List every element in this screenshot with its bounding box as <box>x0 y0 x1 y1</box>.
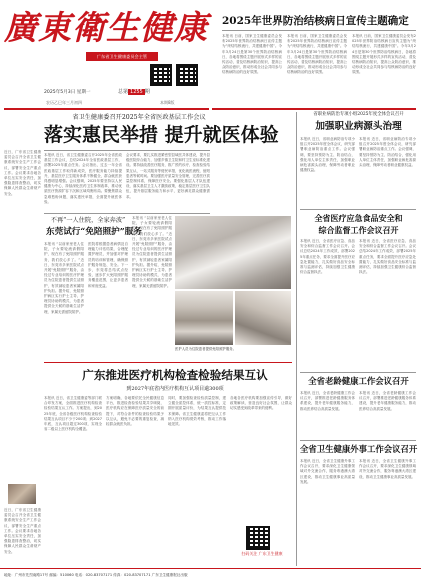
right-story4-col1: 本报讯 近日，全省卫生健康外事工作会议召开，要求深化卫生健康领域对外交流合作，服务粤港澳大湾区建设，推动卫生健康事业高质量发展。 <box>300 459 355 484</box>
right-headline-3: 全省老龄健康工作会议召开 <box>308 376 409 386</box>
right-kicker-1: 省职业病防治专项小组2025年度全体会议召开 <box>313 112 404 117</box>
masthead-rule <box>4 108 209 110</box>
divider <box>44 213 210 214</box>
issue-suffix: 期 <box>144 89 150 95</box>
right-story1-col2: 本报讯 近日，省职业病防治专项小组召开2025年度全体会议，研究部署职业病防治重点工作。会议强调，要坚持预防为主、防治结合，强化用人单位主体责任，加强职业病危害源头治理，保障劳动者职业健康权益。 <box>359 137 416 168</box>
lunar-date: 农历乙巳年三月初四 <box>46 100 82 105</box>
feature-photo-right <box>235 291 291 345</box>
right-story4-col2: 本报讯 近日，全省卫生健康外事工作会议召开，要求深化卫生健康领域对外交流合作，服务粤港澳大湾区建设，推动卫生健康事业高质量发展。 <box>359 459 416 479</box>
section-rule <box>44 362 292 363</box>
feature-kicker: 不再“一人住院，全家奔波” <box>50 217 126 224</box>
issue-number-value: 1255 <box>130 89 143 95</box>
brief-column-text-2: 近日，广东省卫生健康委员会召开全省卫生健康系统安全生产工作会议，部署安全生产重点工作。会议要求各地各单位压实安全责任，加强隐患排查整治，切实保障人民群众生命财产安全。 <box>4 508 41 554</box>
right-story1-col1: 本报讯 近日，省职业病防治专项小组召开2025年度全体会议，研究部署职业病防治重点工作。会议强调，要坚持预防为主、防治结合，强化用人单位主体责任，加强职业病危害源头治理，保障劳动者职业健康权益。 <box>300 137 355 173</box>
right-headline-2a: 全省医疗应急食品安全和 <box>314 213 403 223</box>
inter-col1: 本报讯 近日，省卫生健康委等部门联合印发方案，全面推进医疗机构检查检验结果互认工作。方案提出，到2025年底，全省各级医疗机构检查检验结果互认项目不少于200项；到2027年底，互认项目超过300项，实现全省二级以上医疗机构全覆盖。 <box>44 396 102 432</box>
feature-headline: 东莞试行“免陪照护”服务 <box>46 227 142 237</box>
right-story3-col2: 本报讯 近日，全省老龄健康工作会议召开，部署推进老龄健康服务体系建设，提升老年健康服务能力，推动医养结合高质量发展。 <box>359 391 416 411</box>
inter-subheadline: 到2027年底省内医疗机构互认项目逾300项 <box>126 386 224 392</box>
right-headline-2b: 综合监督工作会议召开 <box>318 225 399 235</box>
right-story2-col2: 本报讯 近日，全省医疗应急、食品安全和综合监督工作会议召开。会议总结2024年工作成效，部署2025年重点任务，要求全面提升医疗应急处置能力，扎实做好食品安全标准与监测评估，持续加强卫生健康综合监督执法。 <box>359 239 416 275</box>
issue-prefix: 总第 <box>118 89 129 95</box>
divider <box>300 440 416 441</box>
inter-col2: 方案明确，各地要依托全民健康信息平台，推进检查检验结果共享调阅，医疗机构应在保障医疗质量安全的前提下，对符合条件的检查检验结果予以互认，避免不必要的重复检查，减轻群众就医负担。 <box>106 396 164 427</box>
right-story2-col1: 本报讯 近日，全省医疗应急、食品安全和综合监督工作会议召开。会议总结2024年工作成效，部署2025年重点任务，要求全面提升医疗应急处置能力，扎实做好食品安全标准与监测评估，持续加强卫生健康综合监督执法。 <box>300 239 355 275</box>
feature-photo-caption: 医护人员为住院患者提供免陪照护服务。 <box>175 347 237 351</box>
bottom-promo-text: 扫码关注 广东卫生健康 <box>241 551 283 556</box>
right-headline-4: 全省卫生健康外事工作会议召开 <box>300 444 418 454</box>
top-story-col2: 本报讯 日前，国家卫生健康委员会发布2025年世界防治结核病日宣传主题为“终结结核流行，共建健康中国”。今年3月24日是第30个世界防治结核病日，各地将围绕主题开展形式多样的宣传活动，普及结核病防治知识，提高公众防治意识，推动形成全社会共同参与结核病防治的良好氛围。 <box>287 34 347 75</box>
inter-col3: 同时，要加强检查检验质量控制，建立健全质控体系，统一质控标准，定期开展质量评价，为结果互认提供技术保障。省卫生健康委将把互认工作纳入医疗机构绩效考核，推动工作落地见效。 <box>168 396 226 427</box>
divider <box>222 30 416 31</box>
masthead-logo: 廣東衛生健康 <box>4 8 208 47</box>
issue-number <box>118 88 150 97</box>
qr-code-icon <box>150 64 172 86</box>
lead-col1: 本报讯 近日，省卫生健康委召开2025年全省医政基层工作会议，总结2024年全省医政基层工作，部署2025年重点任务。会议指出，过去一年全省医政基层工作取得新成效，医疗服务能力持续提升，基层医疗卫生服务体系不断健全，群众就医获得感明显增强。会议强调，2025年要坚持以人民健康为中心，持续深化医药卫生体制改革，推动优质医疗资源扩容下沉和区域均衡布局。要聚焦群众急难愁盼问题，落实惠民举措，全面提升就医体验。 <box>44 153 122 204</box>
lead-headline: 落实惠民举措 提升就医体验 <box>44 124 279 146</box>
feature-photo-main <box>175 216 291 289</box>
feature-col1: 本报讯 “以前家里老人住院，子女要轮流请假陪护，现在有了免陪照护服务，我们放心多了。”近日，东莞市多家医院试点开展“免陪照护”服务，由经过专业培训的医疗护理员为住院患者提供生活照护，有效减轻患者家属陪护负担。据介绍，免陪照护病区实行护士主导、护理员协助的模式，为患者提供全天候的基础生活护理，家属无需留院陪护。 <box>44 242 84 314</box>
top-story-headline: 2025年世界防治结核病日宣传主题确定 <box>222 15 409 27</box>
top-story-col1: 本报讯 日前，国家卫生健康委员会发布2025年世界防治结核病日宣传主题为“终结结核流行，共建健康中国”。今年3月24日是第30个世界防治结核病日，各地将围绕主题开展形式多样的宣传活动，普及结核病防治知识，提高公众防治意识，推动形成全社会共同参与结核病防治的良好氛围。 <box>222 34 282 75</box>
qr-code-icon <box>246 526 270 550</box>
feature-col3: 本报讯 “以前家里老人住院，子女要轮流请假陪护，现在有了免陪照护服务，我们放心多了。”近日，东莞市多家医院试点开展“免陪照护”服务，由经过专业培训的医疗护理员为住院患者提供生活照护，有效减轻患者家属陪护负担。据介绍，免陪照护病区实行护士主导、护理员协助的模式，为患者提供全天候的基础生活护理，家属无需留院陪护。 <box>132 216 172 288</box>
section-rule <box>212 108 416 110</box>
right-headline-1: 加强职业病源头治理 <box>315 121 402 132</box>
inter-headline: 广东推进医疗机构检查检验结果互认 <box>82 368 268 382</box>
divider <box>300 372 416 373</box>
feature-photo-left <box>175 291 233 345</box>
masthead-subtitle: 广东省卫生健康委员会主管 <box>86 52 158 61</box>
brief-thumbnail <box>8 484 36 504</box>
qr-code-icon <box>176 64 198 86</box>
divider <box>300 209 416 210</box>
brief-column-text: 近日，广东省卫生健康委员会召开全省卫生健康系统安全生产工作会议，部署安全生产重点工作。会议要求各地各单位压实安全责任，加强隐患排查整治，切实保障人民群众生命财产安全。 <box>4 150 41 196</box>
inter-col4: 各地各医疗机构要加强宣传引导，做好政策解读，营造良好社会氛围，让群众切实感受到改革带来的便利。 <box>230 396 292 411</box>
column-divider <box>296 112 297 566</box>
feature-col2: 医院将根据患者病情及自理能力评估结果，合理配置护理员，并加强对护理员的培训和管理，确保照护服务规范、安全。下一步，东莞将总结试点经验，逐步扩大免陪照护服务覆盖范围，让更多患者和家庭受益。 <box>88 242 128 288</box>
page-count: 本期8版 <box>160 100 175 105</box>
divider <box>44 150 210 151</box>
lead-col2: 会议要求，要扎实推进紧密型县域医共体建设，提升县级医院综合能力，加强乡镇卫生院和村卫生室标准化建设。要持续改善医疗服务，推广预约诊疗、检查检验结果互认、一站式服务等便民举措，优化就医流程，缩短患者等候时间。要加强医疗质量安全管理，完善医疗质量控制体系，保障医疗安全。要强化基层人才队伍建设，落实基层卫生人才激励政策，稳定基层医疗卫生队伍，提升基层服务能力和水平，更好满足群众健康需求。 <box>126 153 210 199</box>
issue-date: 2025年5月3日 星期一 <box>44 90 91 95</box>
top-story-col3: 本报讯 日前，国家卫生健康委员会发布2025年世界防治结核病日宣传主题为“终结结核流行，共建健康中国”。今年3月24日是第30个世界防治结核病日，各地将围绕主题开展形式多样的宣传活动，普及结核病防治知识，提高公众防治意识，推动形成全社会共同参与结核病防治的良好氛围。 <box>352 34 416 75</box>
page-footer: 地址：广州市先烈南路17号 邮编：510060 电话：020-83707171 传真：020-83707171 广东卫生健康报社出版 <box>0 568 421 580</box>
lead-kicker: 省卫生健康委召开2025年全省医政基层工作会议 <box>72 114 206 121</box>
right-story3-col1: 本报讯 近日，全省老龄健康工作会议召开，部署推进老龄健康服务体系建设，提升老年健康服务能力，推动医养结合高质量发展。 <box>300 391 355 411</box>
